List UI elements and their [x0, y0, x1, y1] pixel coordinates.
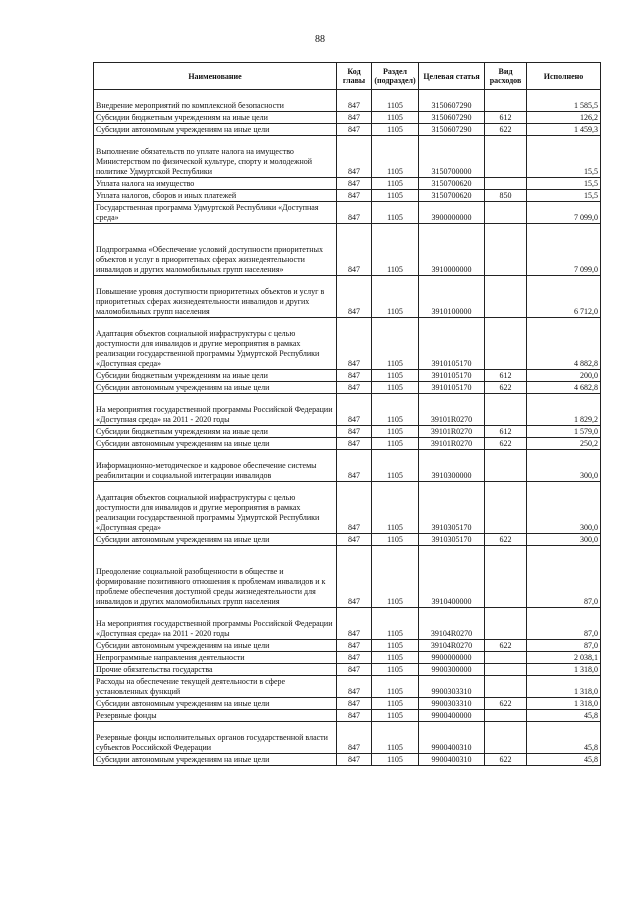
budget-table [93, 62, 601, 766]
cell-target-article: 3900000000 [419, 202, 485, 224]
cell-executed: 1 579,0 [527, 426, 601, 438]
cell-expense-type: 622 [485, 754, 527, 766]
cell-section: 1105 [372, 394, 419, 426]
cell-name: На мероприятия государственной программы Российской Федерации «Доступная среда» на 2011 - 2020 годы [94, 608, 337, 640]
table-row [94, 382, 601, 394]
table-row [94, 370, 601, 382]
cell-executed: 87,0 [527, 640, 601, 652]
cell-executed: 6 712,0 [527, 276, 601, 318]
cell-executed: 45,8 [527, 722, 601, 754]
cell-name: Адаптация объектов социальной инфраструктуры с целью доступности для инвалидов и другие мероприятия в рамках реализации государственной программы Удмуртской Республики «Доступная среда» [94, 482, 337, 534]
cell-target-article: 3910105170 [419, 370, 485, 382]
cell-section: 1105 [372, 754, 419, 766]
table-row [94, 394, 601, 426]
cell-name: Преодоление социальной разобщенности в обществе и формирование позитивного отношения к проблемам инвалидов и к проблеме обеспечения доступной среды жизнедеятельности для инвалидов и других маломобильных групп населения [94, 546, 337, 608]
cell-target-article: 3910105170 [419, 382, 485, 394]
cell-name: Уплата налога на имущество [94, 178, 337, 190]
cell-target-article: 9900303310 [419, 698, 485, 710]
cell-section: 1105 [372, 450, 419, 482]
table-row [94, 124, 601, 136]
cell-target-article: 3150700000 [419, 136, 485, 178]
cell-executed: 200,0 [527, 370, 601, 382]
table-row [94, 710, 601, 722]
cell-executed: 300,0 [527, 534, 601, 546]
cell-expense-type: 622 [485, 124, 527, 136]
cell-executed: 300,0 [527, 482, 601, 534]
table-row [94, 450, 601, 482]
header-chapter-code: Код главы [337, 63, 372, 90]
cell-name: Субсидии бюджетным учреждениям на иные цели [94, 426, 337, 438]
table-row [94, 608, 601, 640]
cell-chapter-code: 847 [337, 534, 372, 546]
cell-chapter-code: 847 [337, 546, 372, 608]
table-row [94, 698, 601, 710]
cell-expense-type: 622 [485, 534, 527, 546]
cell-executed: 15,5 [527, 190, 601, 202]
cell-chapter-code: 847 [337, 124, 372, 136]
cell-name: Государственная программа Удмуртской Республики «Доступная среда» [94, 202, 337, 224]
cell-section: 1105 [372, 276, 419, 318]
cell-section: 1105 [372, 178, 419, 190]
cell-section: 1105 [372, 136, 419, 178]
cell-executed: 45,8 [527, 710, 601, 722]
cell-target-article: 3910300000 [419, 450, 485, 482]
cell-chapter-code: 847 [337, 676, 372, 698]
cell-name: Субсидии автономным учреждениям на иные цели [94, 534, 337, 546]
cell-expense-type: 622 [485, 640, 527, 652]
table-body [94, 90, 601, 766]
cell-section: 1105 [372, 112, 419, 124]
table-header-row [94, 63, 601, 90]
table-row [94, 652, 601, 664]
table-row [94, 202, 601, 224]
cell-name: Непрограммные направления деятельности [94, 652, 337, 664]
cell-expense-type: 850 [485, 190, 527, 202]
cell-expense-type: 612 [485, 426, 527, 438]
cell-section: 1105 [372, 534, 419, 546]
cell-expense-type [485, 202, 527, 224]
cell-section: 1105 [372, 652, 419, 664]
cell-section: 1105 [372, 664, 419, 676]
table-row [94, 276, 601, 318]
cell-executed: 1 829,2 [527, 394, 601, 426]
cell-name: Субсидии автономным учреждениям на иные цели [94, 438, 337, 450]
cell-target-article: 3910000000 [419, 224, 485, 276]
cell-section: 1105 [372, 318, 419, 370]
cell-executed: 1 459,3 [527, 124, 601, 136]
cell-section: 1105 [372, 608, 419, 640]
cell-name: Внедрение мероприятий по комплексной безопасности [94, 90, 337, 112]
cell-chapter-code: 847 [337, 664, 372, 676]
table-row [94, 136, 601, 178]
cell-name: Субсидии автономным учреждениям на иные цели [94, 698, 337, 710]
cell-expense-type: 622 [485, 698, 527, 710]
cell-section: 1105 [372, 482, 419, 534]
table-row [94, 178, 601, 190]
cell-section: 1105 [372, 640, 419, 652]
cell-target-article: 9900300000 [419, 664, 485, 676]
cell-expense-type [485, 90, 527, 112]
table-row [94, 426, 601, 438]
cell-target-article: 39104R0270 [419, 608, 485, 640]
cell-expense-type [485, 318, 527, 370]
cell-executed: 87,0 [527, 546, 601, 608]
cell-name: Субсидии бюджетным учреждениям на иные цели [94, 370, 337, 382]
cell-executed: 300,0 [527, 450, 601, 482]
cell-chapter-code: 847 [337, 370, 372, 382]
cell-expense-type [485, 710, 527, 722]
cell-target-article: 3150700620 [419, 190, 485, 202]
cell-target-article: 3910400000 [419, 546, 485, 608]
cell-name: Субсидии бюджетным учреждениям на иные цели [94, 112, 337, 124]
header-name: Наименование [94, 63, 337, 90]
cell-executed: 7 099,0 [527, 224, 601, 276]
cell-target-article: 9900400310 [419, 754, 485, 766]
cell-chapter-code: 847 [337, 136, 372, 178]
cell-expense-type [485, 224, 527, 276]
cell-section: 1105 [372, 202, 419, 224]
cell-expense-type [485, 652, 527, 664]
cell-name: Информационно-методическое и кадровое обеспечение системы реабилитации и социальной интеграции инвалидов [94, 450, 337, 482]
cell-executed: 1 318,0 [527, 664, 601, 676]
cell-section: 1105 [372, 426, 419, 438]
cell-chapter-code: 847 [337, 224, 372, 276]
cell-chapter-code: 847 [337, 450, 372, 482]
cell-executed: 250,2 [527, 438, 601, 450]
cell-executed: 15,5 [527, 178, 601, 190]
page-number: 88 [315, 34, 325, 45]
cell-chapter-code: 847 [337, 178, 372, 190]
table-row [94, 534, 601, 546]
cell-section: 1105 [372, 546, 419, 608]
cell-expense-type: 612 [485, 370, 527, 382]
cell-target-article: 3910305170 [419, 482, 485, 534]
table-row [94, 190, 601, 202]
cell-expense-type [485, 676, 527, 698]
cell-executed: 4 882,8 [527, 318, 601, 370]
table-row [94, 546, 601, 608]
cell-target-article: 3150607290 [419, 124, 485, 136]
cell-target-article: 9900400310 [419, 722, 485, 754]
cell-name: Субсидии автономным учреждениям на иные цели [94, 640, 337, 652]
cell-executed: 126,2 [527, 112, 601, 124]
table-row [94, 224, 601, 276]
cell-target-article: 3150700620 [419, 178, 485, 190]
cell-target-article: 3910105170 [419, 318, 485, 370]
cell-target-article: 3910100000 [419, 276, 485, 318]
cell-chapter-code: 847 [337, 394, 372, 426]
cell-name: Резервные фонды исполнительных органов государственной власти субъектов Российской Федерации [94, 722, 337, 754]
cell-target-article: 3150607290 [419, 90, 485, 112]
cell-name: Подпрограмма «Обеспечение условий доступности приоритетных объектов и услуг в приоритетных сферах жизнедеятельности инвалидов и других маломобильных групп населения» [94, 224, 337, 276]
cell-expense-type [485, 276, 527, 318]
table-row [94, 318, 601, 370]
header-expense-type: Вид расходов [485, 63, 527, 90]
table-row [94, 722, 601, 754]
header-target-article: Целевая статья [419, 63, 485, 90]
cell-target-article: 39101R0270 [419, 394, 485, 426]
cell-name: На мероприятия государственной программы Российской Федерации «Доступная среда» на 2011 - 2020 годы [94, 394, 337, 426]
cell-target-article: 3910305170 [419, 534, 485, 546]
cell-executed: 1 318,0 [527, 698, 601, 710]
cell-chapter-code: 847 [337, 438, 372, 450]
cell-target-article: 9900000000 [419, 652, 485, 664]
table-row [94, 112, 601, 124]
cell-executed: 15,5 [527, 136, 601, 178]
cell-executed: 45,8 [527, 754, 601, 766]
cell-expense-type [485, 722, 527, 754]
cell-chapter-code: 847 [337, 652, 372, 664]
cell-section: 1105 [372, 382, 419, 394]
cell-name: Расходы на обеспечение текущей деятельности в сфере установленных функций [94, 676, 337, 698]
cell-expense-type [485, 450, 527, 482]
cell-expense-type [485, 664, 527, 676]
cell-name: Субсидии автономным учреждениям на иные цели [94, 382, 337, 394]
table-row [94, 676, 601, 698]
cell-name: Субсидии автономным учреждениям на иные цели [94, 754, 337, 766]
cell-section: 1105 [372, 90, 419, 112]
cell-target-article: 39104R0270 [419, 640, 485, 652]
header-section: Раздел (подраздел) [372, 63, 419, 90]
cell-expense-type [485, 608, 527, 640]
table-row [94, 90, 601, 112]
cell-chapter-code: 847 [337, 318, 372, 370]
cell-section: 1105 [372, 676, 419, 698]
cell-chapter-code: 847 [337, 754, 372, 766]
cell-executed: 87,0 [527, 608, 601, 640]
cell-chapter-code: 847 [337, 190, 372, 202]
cell-expense-type [485, 546, 527, 608]
cell-expense-type [485, 136, 527, 178]
cell-executed: 1 585,5 [527, 90, 601, 112]
cell-target-article: 39101R0270 [419, 426, 485, 438]
table-row [94, 640, 601, 652]
cell-executed: 7 099,0 [527, 202, 601, 224]
cell-chapter-code: 847 [337, 112, 372, 124]
cell-chapter-code: 847 [337, 482, 372, 534]
cell-section: 1105 [372, 124, 419, 136]
cell-section: 1105 [372, 438, 419, 450]
cell-name: Резервные фонды [94, 710, 337, 722]
cell-chapter-code: 847 [337, 608, 372, 640]
cell-target-article: 39101R0270 [419, 438, 485, 450]
cell-name: Прочие обязательства государства [94, 664, 337, 676]
cell-chapter-code: 847 [337, 722, 372, 754]
cell-expense-type [485, 394, 527, 426]
cell-executed: 4 682,8 [527, 382, 601, 394]
cell-section: 1105 [372, 710, 419, 722]
cell-executed: 2 038,1 [527, 652, 601, 664]
cell-chapter-code: 847 [337, 426, 372, 438]
cell-chapter-code: 847 [337, 710, 372, 722]
cell-chapter-code: 847 [337, 698, 372, 710]
cell-executed: 1 318,0 [527, 676, 601, 698]
table-row [94, 438, 601, 450]
cell-chapter-code: 847 [337, 382, 372, 394]
cell-name: Выполнение обязательств по уплате налога на имущество Министерством по физической культуре, спорту и молодежной политике Удмуртской Республики [94, 136, 337, 178]
header-executed: Исполнено [527, 63, 601, 90]
cell-expense-type [485, 482, 527, 534]
cell-chapter-code: 847 [337, 202, 372, 224]
cell-name: Уплата налогов, сборов и иных платежей [94, 190, 337, 202]
cell-chapter-code: 847 [337, 276, 372, 318]
table-row [94, 664, 601, 676]
cell-name: Субсидии автономным учреждениям на иные цели [94, 124, 337, 136]
cell-expense-type: 622 [485, 438, 527, 450]
table-row [94, 754, 601, 766]
cell-name: Адаптация объектов социальной инфраструктуры с целью доступности для инвалидов и другие мероприятия в рамках реализации государственной программы Удмуртской Республики «Доступная среда» [94, 318, 337, 370]
cell-section: 1105 [372, 698, 419, 710]
cell-chapter-code: 847 [337, 90, 372, 112]
cell-target-article: 3150607290 [419, 112, 485, 124]
cell-expense-type: 612 [485, 112, 527, 124]
table-row [94, 482, 601, 534]
cell-section: 1105 [372, 370, 419, 382]
cell-expense-type: 622 [485, 382, 527, 394]
cell-target-article: 9900400000 [419, 710, 485, 722]
cell-target-article: 9900303310 [419, 676, 485, 698]
cell-name: Повышение уровня доступности приоритетных объектов и услуг в приоритетных сферах жизнедеятельности инвалидов и других маломобильных групп населения [94, 276, 337, 318]
cell-section: 1105 [372, 722, 419, 754]
cell-expense-type [485, 178, 527, 190]
cell-chapter-code: 847 [337, 640, 372, 652]
cell-section: 1105 [372, 224, 419, 276]
cell-section: 1105 [372, 190, 419, 202]
